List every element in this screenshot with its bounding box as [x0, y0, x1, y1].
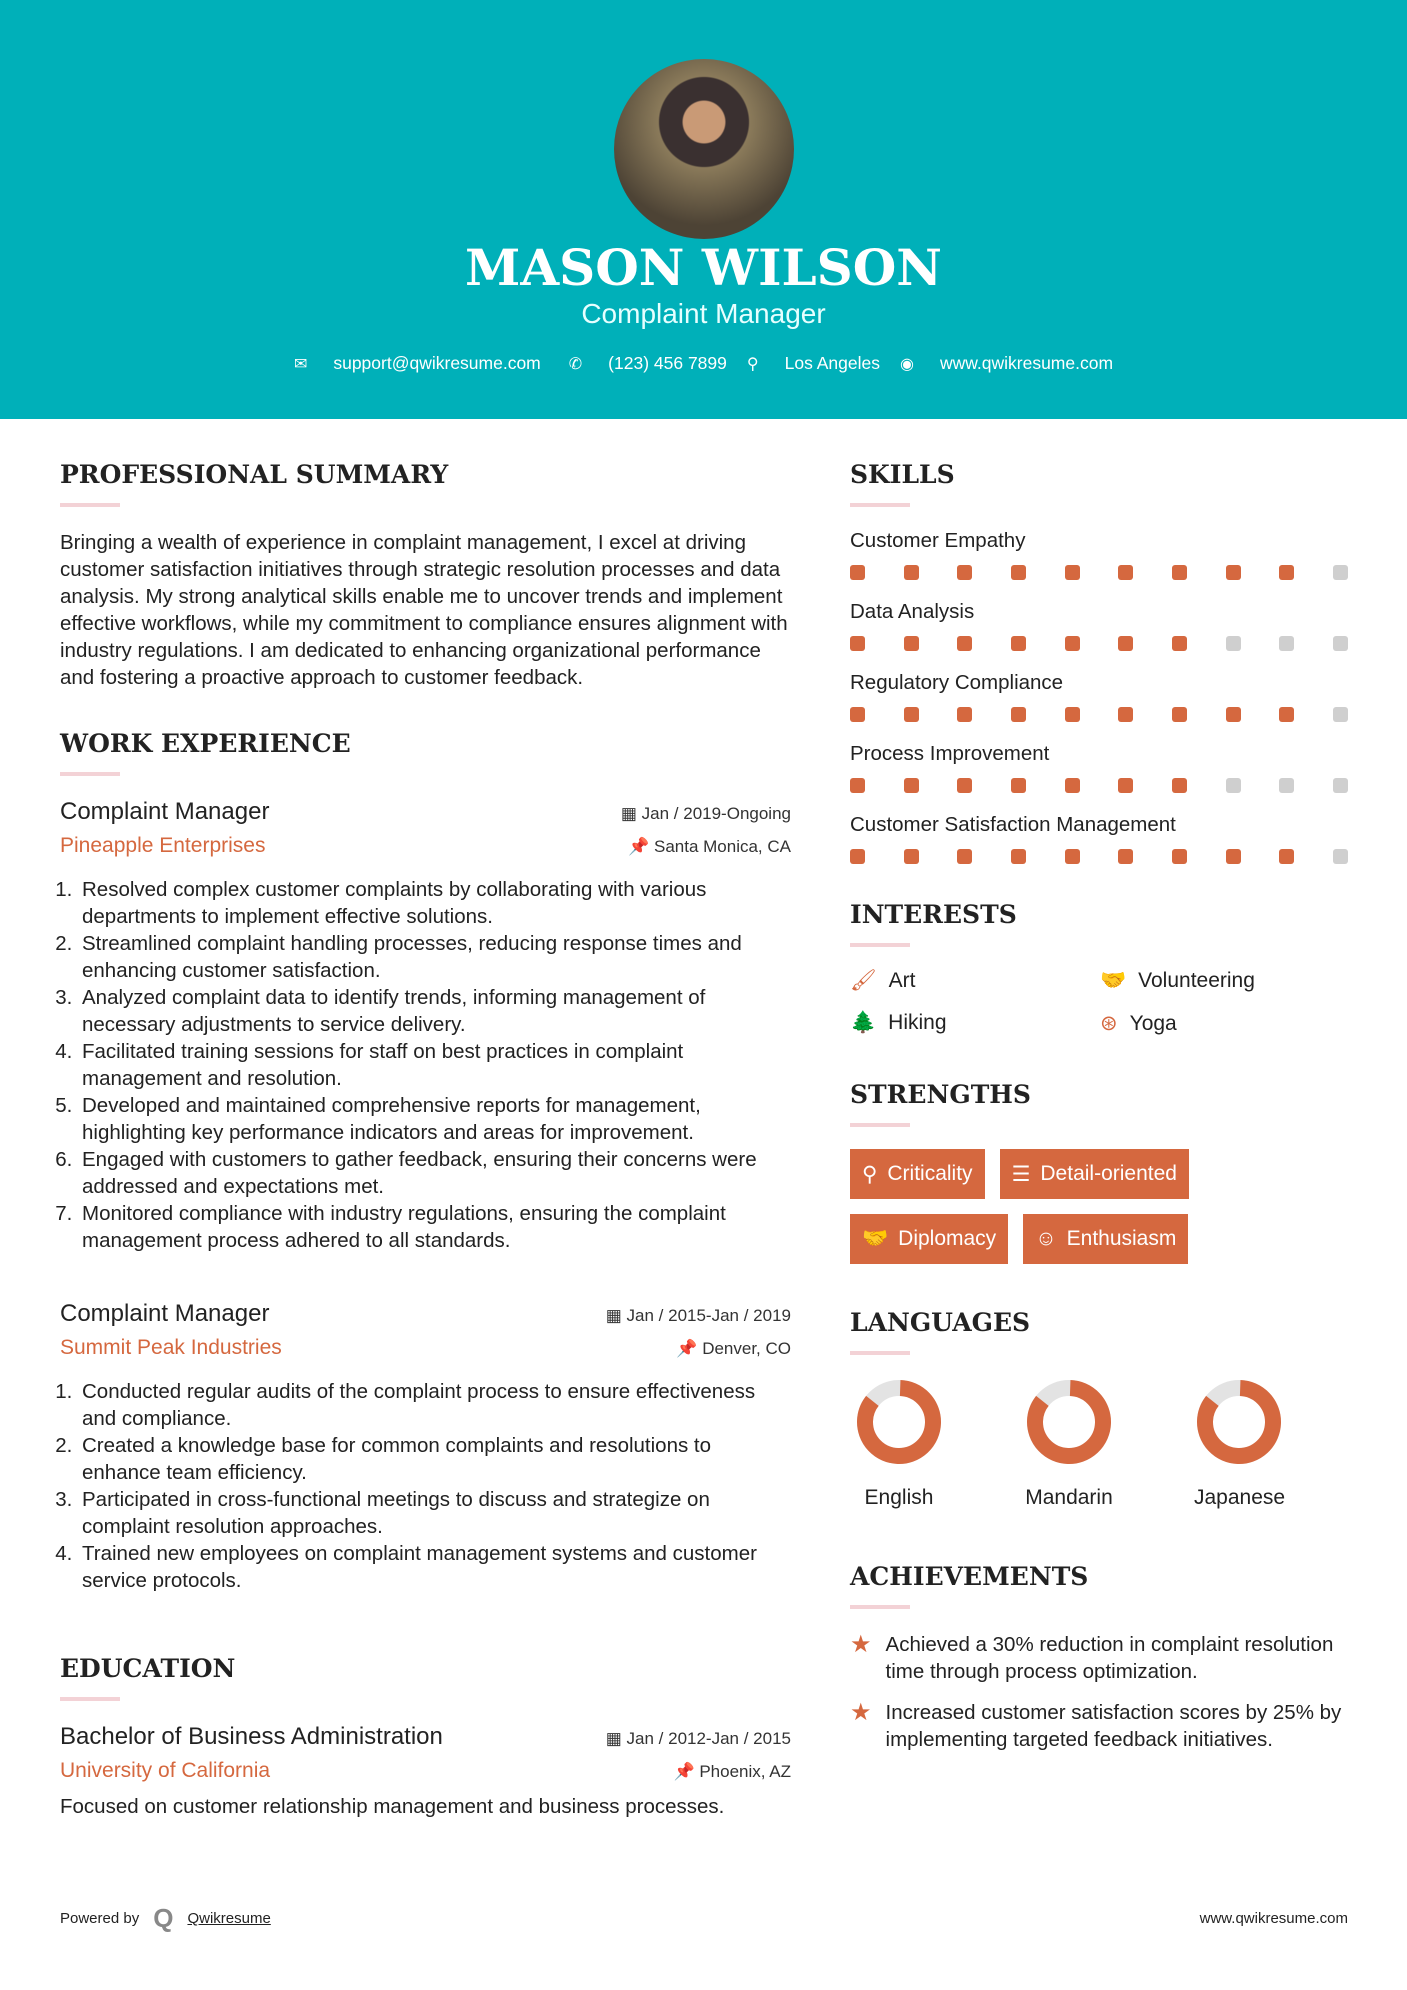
job-date: ▦ Jan / 2015-Jan / 2019: [605, 1306, 791, 1325]
contact-bar: [0, 353, 1407, 374]
skill-item: [850, 742, 1350, 793]
rating-dot: [850, 565, 865, 580]
rating-dot: [850, 636, 865, 651]
rating-dot: [850, 778, 865, 793]
website[interactable]: www.qwikresume.com: [939, 353, 1114, 373]
divider: [60, 772, 120, 776]
handshake-icon: 🤝: [1100, 969, 1127, 992]
section-title: STRENGTHS: [850, 1080, 1031, 1109]
phone: (123) 456 7899: [608, 353, 727, 373]
rating-dot: [957, 565, 972, 580]
interest-yoga: ⊛ Yoga: [1100, 1012, 1177, 1035]
language-item: [1024, 1377, 1114, 1510]
rating-dot: [1172, 707, 1187, 722]
skill-rating: [850, 707, 1348, 722]
degree: Bachelor of Business Administration: [60, 1723, 443, 1750]
duty-item: 1. Resolved complex customer complaints by collaborating with various departments to implement effective solutions.: [78, 876, 791, 930]
language-donut: [1194, 1377, 1284, 1467]
phone-icon: ✆: [568, 355, 583, 373]
job-title: Complaint Manager: [60, 1300, 270, 1327]
duty-item: 3. Analyzed complaint data to identify trends, informing management of necessary adjustments to service delivery.: [78, 984, 791, 1038]
strength-chip: ⚲ Criticality: [850, 1149, 985, 1199]
divider: [850, 1351, 910, 1355]
email-icon: ✉: [293, 355, 308, 373]
rating-dot: [1065, 849, 1080, 864]
rating-dot: [1333, 707, 1348, 722]
job-entry: [60, 798, 791, 1254]
language-donut: [1024, 1377, 1114, 1467]
job-entry: [60, 1300, 791, 1594]
rating-dot: [1011, 849, 1026, 864]
job-date: ▦ Jan / 2019-Ongoing: [620, 804, 791, 823]
section-title: EDUCATION: [60, 1654, 236, 1683]
language-name: Japanese: [1194, 1486, 1286, 1509]
strength-chip: 🤝 Diplomacy: [850, 1214, 1008, 1264]
skill-name: Process Improvement: [850, 742, 1050, 765]
section-title: LANGUAGES: [850, 1308, 1031, 1337]
header: [0, 0, 1407, 419]
rating-dot: [1011, 565, 1026, 580]
achievement: ★ Achieved a 30% reduction in complaint resolution time through process optimization.: [850, 1631, 1334, 1683]
job-duties: [78, 1378, 791, 1594]
section-title: SKILLS: [850, 460, 955, 489]
rating-dot: [1333, 849, 1348, 864]
rating-dot: [1118, 636, 1133, 651]
brush-icon: 🖌: [850, 969, 877, 992]
globe-icon: ◉: [899, 355, 914, 373]
skill-rating: [850, 636, 1348, 651]
company: Pineapple Enterprises: [60, 834, 266, 857]
duty-item: 7. Monitored compliance with industry regulations, ensuring the complaint management process adhered to all standards.: [78, 1200, 791, 1254]
rating-dot: [1065, 707, 1080, 722]
section-title: INTERESTS: [850, 900, 1017, 929]
rating-dot: [957, 707, 972, 722]
star-icon: ★: [850, 1699, 872, 1726]
strength-chip: ☺ Enthusiasm: [1023, 1214, 1188, 1264]
rating-dot: [904, 778, 919, 793]
location-icon: ⚲: [746, 355, 759, 373]
language-item: [854, 1377, 944, 1510]
summary-text: Bringing a wealth of experience in complaint management, I excel at driving customer satisfaction initiatives through strategic resolution processes and data analysis. My strong analytical skills enable me to uncover trends and implement effective workflows, while my commitment to compliance ensures alignment with industry regulations. I am dedicated to enhancing organizational performance and fostering a proactive approach to customer feedback.: [60, 531, 788, 689]
edu-location: 📌 Phoenix, AZ: [673, 1762, 791, 1781]
achievement: ★ Increased customer satisfaction scores by 25% by implementing targeted feedback initiatives.: [850, 1699, 1342, 1751]
rating-dot: [1011, 636, 1026, 651]
rating-dot: [904, 565, 919, 580]
duty-item: 5. Developed and maintained comprehensive reports for management, highlighting key performance indicators and areas for improvement.: [78, 1092, 791, 1146]
rating-dot: [1333, 636, 1348, 651]
language-donut: [854, 1377, 944, 1467]
rating-dot: [1118, 778, 1133, 793]
divider: [850, 1123, 910, 1127]
duty-item: 4. Trained new employees on complaint management systems and customer service protocols.: [78, 1540, 791, 1594]
section-title: ACHIEVEMENTS: [850, 1562, 1089, 1591]
brand-link[interactable]: Qwikresume: [187, 1910, 271, 1927]
tree-icon: 🌲: [850, 1011, 877, 1034]
rating-dot: [1226, 849, 1241, 864]
job-title: Complaint Manager: [60, 798, 270, 825]
rating-dot: [1065, 778, 1080, 793]
skill-rating: [850, 849, 1348, 864]
divider: [850, 943, 910, 947]
footer-site[interactable]: www.qwikresume.com: [1199, 1910, 1348, 1927]
rating-dot: [1226, 778, 1241, 793]
section-title: WORK EXPERIENCE: [60, 729, 351, 758]
search-icon: ⚲: [862, 1162, 878, 1186]
skill-item: [850, 813, 1350, 864]
duty-item: 4. Facilitated training sessions for staff on best practices in complaint management and resolution.: [78, 1038, 791, 1092]
avatar: [614, 59, 794, 239]
star-icon: ★: [850, 1631, 872, 1658]
rating-dot: [1065, 565, 1080, 580]
divider: [850, 1605, 910, 1609]
edu-text: Focused on customer relationship management and business processes.: [60, 1795, 725, 1818]
strength-chip: ☰ Detail-oriented: [1000, 1149, 1189, 1199]
interest-art: 🖌 Art: [850, 969, 916, 992]
job-location: 📌 Denver, CO: [676, 1339, 791, 1358]
skill-name: Regulatory Compliance: [850, 671, 1064, 694]
skill-item: [850, 600, 1350, 651]
skill-name: Customer Empathy: [850, 529, 1026, 552]
skill-name: Data Analysis: [850, 600, 975, 623]
rating-dot: [904, 636, 919, 651]
skill-item: [850, 671, 1350, 722]
divider: [60, 503, 120, 507]
rating-dot: [850, 849, 865, 864]
right-column: [850, 460, 1350, 1767]
job-duties: [78, 876, 791, 1254]
rating-dot: [1118, 849, 1133, 864]
language-name: English: [864, 1486, 934, 1509]
candidate-role: Complaint Manager: [581, 298, 826, 329]
rating-dot: [1172, 778, 1187, 793]
rating-dot: [1226, 565, 1241, 580]
school: University of California: [60, 1759, 271, 1782]
smile-icon: ☺: [1035, 1227, 1057, 1250]
skill-rating: [850, 778, 1348, 793]
rating-dot: [1172, 636, 1187, 651]
left-column: [60, 460, 791, 1820]
footer: [60, 1903, 1348, 1934]
lifebuoy-icon: ⊛: [1100, 1012, 1118, 1035]
rating-dot: [957, 778, 972, 793]
skill-item: [850, 529, 1350, 580]
language-name: Mandarin: [1025, 1486, 1113, 1509]
divider: [850, 503, 910, 507]
rating-dot: [1172, 565, 1187, 580]
language-item: [1194, 1377, 1284, 1510]
edu-date: ▦ Jan / 2012-Jan / 2015: [605, 1729, 791, 1748]
duty-item: 2. Streamlined complaint handling processes, reducing response times and enhancing customer satisfaction.: [78, 930, 791, 984]
rating-dot: [957, 849, 972, 864]
rating-dot: [1118, 565, 1133, 580]
duty-item: 2. Created a knowledge base for common complaints and resolutions to enhance team efficiency.: [78, 1432, 791, 1486]
section-title: PROFESSIONAL SUMMARY: [60, 460, 449, 489]
interest-volunteering: 🤝 Volunteering: [1100, 969, 1255, 992]
skill-rating: [850, 565, 1348, 580]
skill-name: Customer Satisfaction Management: [850, 813, 1176, 836]
duty-item: 3. Participated in cross-functional meetings to discuss and strategize on complaint resolution approaches.: [78, 1486, 791, 1540]
rating-dot: [1333, 778, 1348, 793]
rating-dot: [1226, 636, 1241, 651]
rating-dot: [1333, 565, 1348, 580]
rating-dot: [1226, 707, 1241, 722]
rating-dot: [1118, 707, 1133, 722]
rating-dot: [957, 636, 972, 651]
interests-list: [850, 969, 1350, 1036]
divider: [60, 1697, 120, 1701]
handshake-icon: 🤝: [862, 1227, 889, 1250]
strengths-list: [850, 1149, 1350, 1264]
rating-dot: [1279, 849, 1294, 864]
company: Summit Peak Industries: [60, 1336, 282, 1359]
powered-by: Powered by: [60, 1910, 140, 1927]
interest-hiking: 🌲 Hiking: [850, 1011, 947, 1034]
rating-dot: [904, 707, 919, 722]
qwikresume-logo-icon: Q: [153, 1903, 174, 1933]
rating-dot: [1011, 707, 1026, 722]
rating-dot: [1279, 707, 1294, 722]
rating-dot: [1279, 778, 1294, 793]
candidate-name: MASON WILSON: [465, 238, 942, 297]
location: Los Angeles: [784, 353, 880, 373]
rating-dot: [850, 707, 865, 722]
rating-dot: [1172, 849, 1187, 864]
duty-item: 6. Engaged with customers to gather feedback, ensuring their concerns were addressed and expectations met.: [78, 1146, 791, 1200]
email[interactable]: support@qwikresume.com: [333, 353, 541, 373]
rating-dot: [904, 849, 919, 864]
rating-dot: [1279, 636, 1294, 651]
job-location: 📌 Santa Monica, CA: [628, 837, 791, 856]
rating-dot: [1279, 565, 1294, 580]
duty-item: 1. Conducted regular audits of the complaint process to ensure effectiveness and compliance.: [78, 1378, 791, 1432]
list-icon: ☰: [1011, 1162, 1031, 1186]
rating-dot: [1065, 636, 1080, 651]
rating-dot: [1011, 778, 1026, 793]
